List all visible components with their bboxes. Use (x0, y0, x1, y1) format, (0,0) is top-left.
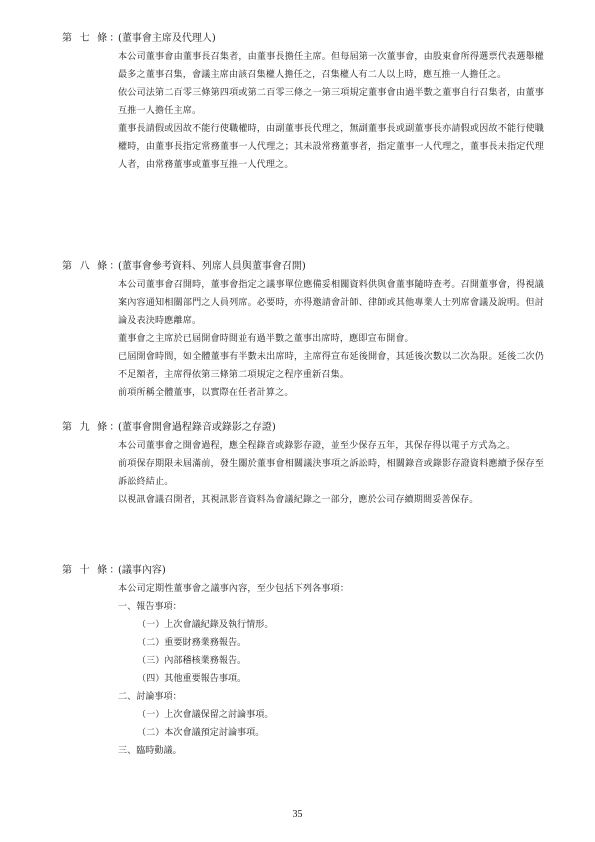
list-item: （一）上次會議保留之討論事項。 (137, 710, 274, 720)
article-paragraph: 以視訊會議召開者，其視訊影音資料為會議紀錄之一部分，應於公司存續期間妥善保存。 (118, 495, 479, 505)
list-item: （三）內部稽核業務報告。 (137, 656, 247, 666)
section-label: 一、報告事項： (118, 602, 182, 612)
agenda-section (118, 598, 544, 688)
article-intro: 本公司定期性董事會之議事內容，至少包括下列各事項： (118, 584, 350, 594)
article-paragraph: 董事長請假或因故不能行使職權時，由副董事長代理之，無副董事長或副董事長亦請假或因故不能行使職權時，由董事長指定常務董事一人代理之；其未設常務董事者，指定董事一人代理之，董事長未指定代理人者，由常務董事或董事互推一人代理之。 (118, 124, 544, 170)
article-paragraph: 董事會之主席於已屆開會時間並有過半數之董事出席時，應即宣布開會。 (118, 334, 414, 344)
article-10 (0, 562, 595, 760)
article-7 (0, 30, 595, 174)
article-paragraph: 本公司董事會由董事長召集者，由董事長擔任主席。但每屆第一次董事會，由股東會所得選票代表選舉權最多之董事召集，會議主席由該召集權人擔任之，召集權人有二人以上時，應互推一人擔任之。 (118, 52, 544, 80)
article-8 (0, 258, 595, 402)
agenda-section (118, 742, 544, 760)
page-number: 35 (292, 809, 303, 820)
list-item: （二）本次會議預定討論事項。 (137, 728, 265, 738)
list-item: （四）其他重要報告事項。 (137, 674, 247, 684)
list-item: （一）上次會議紀錄及執行情形。 (137, 620, 274, 630)
section-label: 二、討論事項： (118, 692, 182, 702)
article-number: 第 十 條： (62, 565, 122, 576)
article-paragraph: 依公司法第二百零三條第四項或第二百零三條之一第三項規定董事會由過半數之董事自行召集者，由董事互推一人擔任主席。 (118, 88, 544, 116)
article-paragraph: 前項保存期限未屆滿前，發生關於董事會相關議決事項之訴訟時，相關錄音或錄影存證資料應續予保存至訴訟終結止。 (118, 459, 544, 487)
list-item: （二）重要財務業務報告。 (137, 638, 247, 648)
article-9 (0, 419, 595, 509)
article-paragraph: 前項所稱全體董事，以實際在任者計算之。 (118, 388, 294, 398)
article-title: (董事會主席及代理人) (118, 33, 216, 44)
article-paragraph: 已屆開會時間，如全體董事有半數未出席時，主席得宣布延後開會，其延後次數以二次為限。延後二次仍不足額者，主席得依第三條第二項規定之程序重新召集。 (118, 352, 544, 380)
article-number: 第 九 條： (62, 422, 122, 433)
article-title: (董事會開會過程錄音或錄影之存證) (118, 422, 276, 433)
article-title: (董事會參考資料、列席人員與董事會召開) (118, 261, 306, 272)
article-paragraph: 本公司董事會召開時，董事會指定之議事單位應備妥相關資料供與會董事隨時查考。召開董事會，得視議案內容通知相關部門之人員列席。必要時，亦得邀請會計師、律師或其他專業人士列席會議及說明。但討論及表決時應離席。 (118, 280, 544, 326)
agenda-section (118, 688, 544, 742)
article-title: (議事內容) (118, 565, 166, 576)
section-label: 三、臨時動議。 (118, 746, 182, 756)
article-number: 第 七 條： (62, 33, 122, 44)
article-paragraph: 本公司董事會之開會過程，應全程錄音或錄影存證，並至少保存五年，其保存得以電子方式為之。 (118, 441, 516, 451)
article-number: 第 八 條： (62, 261, 122, 272)
